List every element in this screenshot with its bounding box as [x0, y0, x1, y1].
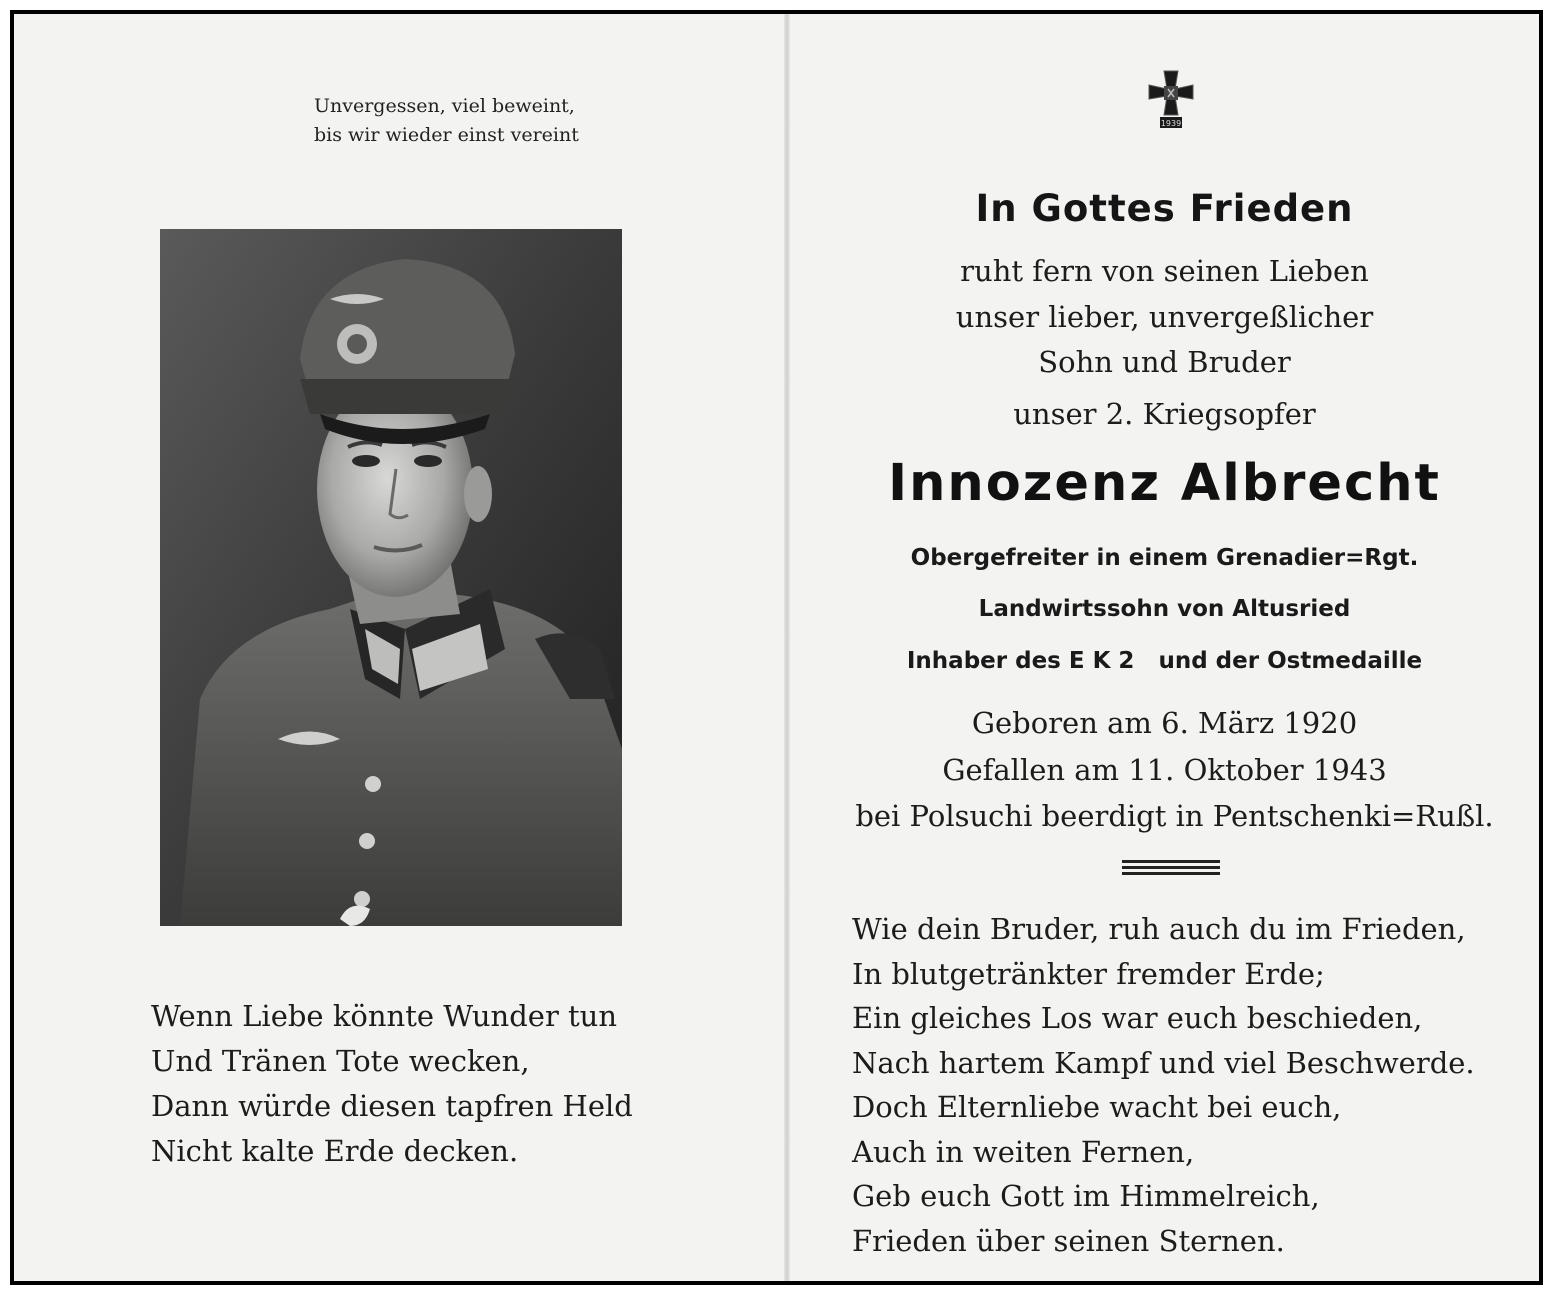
rank-line: Obergefreiter in einem Grenadier=Rgt. [910, 545, 1419, 571]
death-date: Gefallen am 11. Oktober 1943 [942, 753, 1387, 787]
right-panel [790, 14, 1539, 1281]
verse-line: Nicht kalte Erde decken. [151, 1134, 519, 1168]
right-verse [852, 907, 1522, 1263]
divider-rule [1122, 872, 1220, 875]
intro-line: unser 2. Kriegsopfer [1013, 397, 1316, 431]
decorations-line: Inhaber des E K 2 und der Ostmedaille [906, 648, 1423, 674]
deceased-name: Innozenz Albrecht [888, 454, 1441, 513]
motto [314, 92, 644, 150]
verse-line: Dann würde diesen tapfren Held [151, 1089, 633, 1123]
verse-line: Auch in weiten Fernen, [852, 1134, 1195, 1169]
verse-line: Ein gleiches Los war euch beschieden, [852, 1001, 1423, 1035]
motto-line: Unvergessen, viel beweint, [314, 95, 575, 117]
origin-line: Landwirtssohn von Altusried [978, 596, 1351, 622]
divider-rule [1122, 860, 1220, 863]
verse-line: Frieden über seinen Sternen. [852, 1223, 1285, 1258]
verse-line: Geb euch Gott im Himmelreich, [852, 1179, 1320, 1213]
soldier-portrait-photo [160, 229, 622, 926]
verse-line: Wie dein Bruder, ruh auch du im Frieden, [852, 912, 1466, 946]
intro-line: Sohn und Bruder [1038, 345, 1291, 379]
memorial-card [10, 10, 1543, 1285]
intro-line: ruht fern von seinen Lieben [960, 254, 1369, 288]
motto-line: bis wir wieder einst vereint [314, 124, 579, 146]
intro-line: unser lieber, unvergeßlicher [955, 300, 1374, 334]
iron-cross-emblem-icon [1142, 67, 1200, 143]
verse-line: Wenn Liebe könnte Wunder tun [151, 999, 618, 1033]
left-panel [14, 14, 784, 1281]
verse-line: In blutgetränkter fremder Erde; [852, 956, 1325, 991]
left-verse [151, 994, 691, 1174]
portrait-image [160, 229, 622, 926]
verse-line: Doch Elternliebe wacht bei euch, [852, 1090, 1342, 1124]
burial-place: bei Polsuchi beerdigt in Pentschenki=Rußl. [855, 799, 1494, 833]
heading: In Gottes Frieden [975, 187, 1354, 230]
verse-line: Und Tränen Tote wecken, [151, 1044, 530, 1078]
verse-line: Nach hartem Kampf und viel Beschwerde. [852, 1045, 1475, 1080]
birth-date: Geboren am 6. März 1920 [971, 706, 1358, 740]
emblem-year: 1939 [1160, 119, 1182, 128]
divider-rule [1122, 866, 1220, 869]
